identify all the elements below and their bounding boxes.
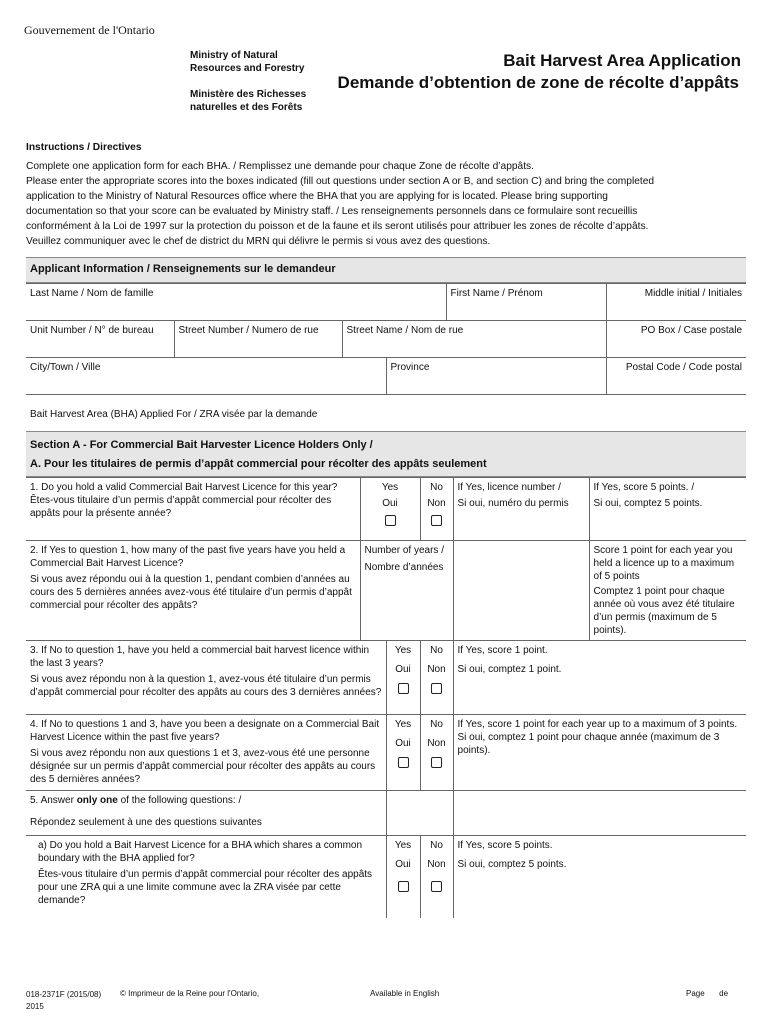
copyright: © Imprimeur de la Reine pour l'Ontario,	[120, 989, 260, 998]
q2-years-input[interactable]	[453, 541, 589, 641]
unit-number-label: Unit Number / N° de bureau	[30, 325, 154, 336]
province-field[interactable]	[386, 358, 606, 395]
q5a-text-en: a) Do you hold a Bait Harvest Licence for a BHA which shares a common boundary with the BHA applied for?	[38, 840, 363, 864]
street-number-label: Street Number / Numero de rue	[178, 325, 319, 336]
q4-score-en: If Yes, score 1 point for each year up to a maximum of 3 points.	[457, 719, 738, 730]
section-a-heading-fr: A. Pour les titulaires de permis d’appât commercial pour récolter des appâts seulement	[30, 458, 487, 470]
q4-yes-label: Yes	[394, 719, 412, 730]
q1-no-cell	[420, 478, 453, 541]
q3-score-en: If Yes, score 1 point.	[457, 645, 548, 656]
q4-no-cell	[420, 715, 453, 791]
government-name: Gouvernement de l'Ontario	[24, 23, 155, 37]
q1-no-label: No	[430, 482, 443, 493]
bha-label: Bait Harvest Area (BHA) Applied For / ZRA visée par la demande	[30, 409, 318, 420]
q4-text-en: 4. If No to questions 1 and 3, have you been a designate on a Commercial Bait Harvest Licence within the past five years?	[30, 719, 380, 743]
page-label	[686, 989, 728, 1000]
q2-years-label-fr: Nombre d’années	[364, 562, 444, 573]
form-title-en: Bait Harvest Area Application	[503, 51, 741, 70]
q5-text-fr: Répondez seulement à une des questions suivantes	[30, 817, 262, 828]
q1-no-checkbox[interactable]	[431, 515, 442, 526]
q3-no-label: No	[430, 645, 443, 656]
q3-text-fr: Si vous avez répondu non à la question 1, avez-vous été titulaire d’un permis d’appât commercial pour récolter des appâts au cours des 3 dernières années?	[30, 674, 382, 698]
section-a-table	[26, 477, 746, 918]
q2-years-label-en: Number of years /	[364, 545, 444, 556]
q1-licence-label-fr: Si oui, numéro du permis	[457, 498, 569, 509]
available-in-english: Available in English	[370, 989, 440, 998]
q1-score-en: If Yes, score 5 points. /	[593, 482, 695, 493]
q1-non-label: Non	[427, 498, 446, 509]
q2-text	[26, 541, 360, 641]
q4-non-label: Non	[427, 738, 446, 749]
po-box-label: PO Box / Case postale	[640, 325, 743, 336]
q2-score-en: Score 1 point for each year you held a licence up to a maximum of 5 points	[593, 545, 735, 582]
q5-prefix: 5. Answer	[30, 795, 77, 806]
q1-licence-number-field[interactable]	[453, 478, 589, 541]
q4-no-label: No	[430, 719, 443, 730]
q5a-oui-label: Oui	[395, 859, 411, 870]
applicant-heading-fr: Renseignements sur le demandeur	[152, 263, 336, 275]
q4-yes-checkbox[interactable]	[398, 757, 409, 768]
form-year-line: 2015	[26, 1002, 44, 1011]
q5a-no-cell	[420, 836, 453, 918]
bha-field[interactable]	[26, 395, 746, 432]
q5a-text	[26, 836, 386, 918]
q2-years-cell	[360, 541, 453, 641]
q5a-yes-label: Yes	[394, 840, 412, 851]
q3-text	[26, 641, 386, 715]
street-name-label: Street Name / Nom de rue	[346, 325, 464, 336]
q5-suffix: of the following questions: /	[117, 795, 242, 806]
city-field[interactable]	[26, 358, 386, 395]
city-label: City/Town / Ville	[30, 362, 101, 373]
street-number-field[interactable]	[174, 321, 342, 358]
ministry-name	[190, 49, 306, 114]
form-title-fr: Demande d’obtention de zone de récolte d’appâts	[337, 73, 739, 92]
q5-blank-right	[453, 791, 746, 836]
q1-text-en: 1. Do you hold a valid Commercial Bait Harvest Licence for this year?	[30, 482, 338, 493]
q3-oui-label: Oui	[395, 664, 411, 675]
applicant-heading-en: Applicant Information /	[30, 263, 153, 275]
q1-yes-label: Yes	[381, 482, 399, 493]
q3-yes-label: Yes	[394, 645, 412, 656]
ministry-fr-line1: Ministère des Richesses	[190, 89, 307, 100]
instructions-line: Complete one application form for each BHA. / Remplissez une demande pour chaque Zone de récolte d’appâts.	[26, 161, 534, 172]
form-number	[26, 989, 101, 1013]
q1-licence-label-en: If Yes, licence number /	[457, 482, 561, 493]
q2-score-cell	[589, 541, 746, 641]
instructions-line: documentation so that your score can be evaluated by Ministry staff. / Les renseignements personnels dans ce formulaire sont recueillis	[26, 206, 638, 217]
form-number-line: 018-2371F (2015/08)	[26, 990, 102, 999]
q1-yes-cell	[360, 478, 420, 541]
q2-text-fr: Si vous avez répondu oui à la question 1, pendant combien d’années au cours des 5 dernières années avez-vous été titulaire d’un permis d’appât commercial pour récolter des appâts?	[30, 574, 352, 611]
q5a-no-checkbox[interactable]	[431, 881, 442, 892]
q3-no-checkbox[interactable]	[431, 683, 442, 694]
ministry-en-line1: Ministry of Natural	[190, 50, 278, 61]
instructions	[26, 140, 746, 249]
q1-text	[26, 478, 360, 541]
q4-score-fr: Si oui, comptez 1 point pour chaque année (maximum de 3 points).	[457, 732, 720, 756]
q2-text-en: 2. If Yes to question 1, how many of the past five years have you held a Commercial Bait Harvest Licence?	[30, 545, 346, 569]
q2-score-fr: Comptez 1 point pour chaque année où vous avez été titulaire d’un permis (maximum de 5 points).	[593, 586, 735, 636]
q5a-non-label: Non	[427, 859, 446, 870]
middle-initial-label: Middle initial / Initiales	[644, 288, 743, 299]
q3-yes-checkbox[interactable]	[398, 683, 409, 694]
q5a-score-cell	[453, 836, 746, 918]
q1-score-fr: Si oui, comptez 5 points.	[593, 498, 703, 509]
q5a-no-label: No	[430, 840, 443, 851]
q4-no-checkbox[interactable]	[431, 757, 442, 768]
q5a-score-fr: Si oui, comptez 5 points.	[457, 859, 567, 870]
q3-no-cell	[420, 641, 453, 715]
q5-text-en	[30, 794, 382, 807]
first-name-label: First Name / Prénom	[450, 288, 543, 299]
q4-yes-cell	[386, 715, 420, 791]
instructions-line: Please enter the appropriate scores into the boxes indicated (fill out questions under section A or B, and section C) and bring the completed	[26, 176, 655, 187]
q4-score-cell	[453, 715, 746, 791]
q3-score-fr: Si oui, comptez 1 point.	[457, 664, 562, 675]
middle-initial-field[interactable]	[606, 284, 746, 321]
first-name-field[interactable]	[446, 284, 606, 321]
instructions-line: Veuillez communiquer avec le chef de district du MRN qui délivre le permis si vous avez des questions.	[26, 236, 491, 247]
unit-number-field[interactable]	[26, 321, 174, 358]
q4-oui-label: Oui	[395, 738, 411, 749]
instructions-line: application to the Ministry of Natural Resources office where the BHA that you are applying for is located. Please bring supporting	[26, 191, 608, 202]
page-word: Page	[686, 989, 705, 998]
q3-score-cell	[453, 641, 746, 715]
section-a-heading-en: Section A - For Commercial Bait Harvester Licence Holders Only /	[30, 439, 373, 451]
q3-text-en: 3. If No to question 1, have you held a commercial bait harvest licence within the last 3 years?	[30, 645, 370, 669]
q4-text	[26, 715, 386, 791]
q5-bold: only one	[76, 795, 118, 806]
q1-yes-checkbox[interactable]	[385, 515, 396, 526]
q1-oui-label: Oui	[382, 498, 398, 509]
q5a-yes-checkbox[interactable]	[398, 881, 409, 892]
ministry-en-line2: Resources and Forestry	[190, 63, 305, 74]
q4-text-fr: Si vous avez répondu non aux questions 1 et 3, avez-vous été une personne désignée sur un permis d’appât commercial pour récolter des appâts au cours des 5 dernières années?	[30, 748, 376, 785]
instructions-heading: Instructions / Directives	[26, 142, 142, 153]
q5a-yes-cell	[386, 836, 420, 918]
ministry-fr-line2: naturelles et des Forêts	[190, 102, 303, 113]
po-box-field[interactable]	[606, 321, 746, 358]
postal-code-label: Postal Code / Code postal	[625, 362, 743, 373]
q3-non-label: Non	[427, 664, 446, 675]
instructions-line: conformément à la Loi de 1997 sur la protection du poisson et de la faune et ils seront utilisés pour attribuer les zones de récolte d’appâts.	[26, 221, 649, 232]
applicant-table	[26, 283, 746, 432]
q1-score-cell	[589, 478, 746, 541]
q1-text-fr: Êtes-vous titulaire d’un permis d’appât commercial pour récolter des appâts pour la présente année?	[30, 495, 332, 519]
q5-text	[26, 791, 386, 836]
applicant-heading	[26, 257, 746, 283]
q5a-text-fr: Êtes-vous titulaire d’un permis d’appât commercial pour récolter des appâts pour une ZRA qui a une limite commune avec la ZRA visée par cette demande?	[38, 869, 373, 906]
page-de-word: de	[719, 989, 729, 998]
q5-blank	[386, 791, 453, 836]
last-name-label: Last Name / Nom de famille	[30, 288, 154, 299]
postal-code-field[interactable]	[606, 358, 746, 395]
street-name-field[interactable]	[342, 321, 606, 358]
q5a-score-en: If Yes, score 5 points.	[457, 840, 553, 851]
province-label: Province	[390, 362, 430, 373]
q3-yes-cell	[386, 641, 420, 715]
section-a-heading	[26, 431, 746, 477]
last-name-field[interactable]	[26, 284, 446, 321]
